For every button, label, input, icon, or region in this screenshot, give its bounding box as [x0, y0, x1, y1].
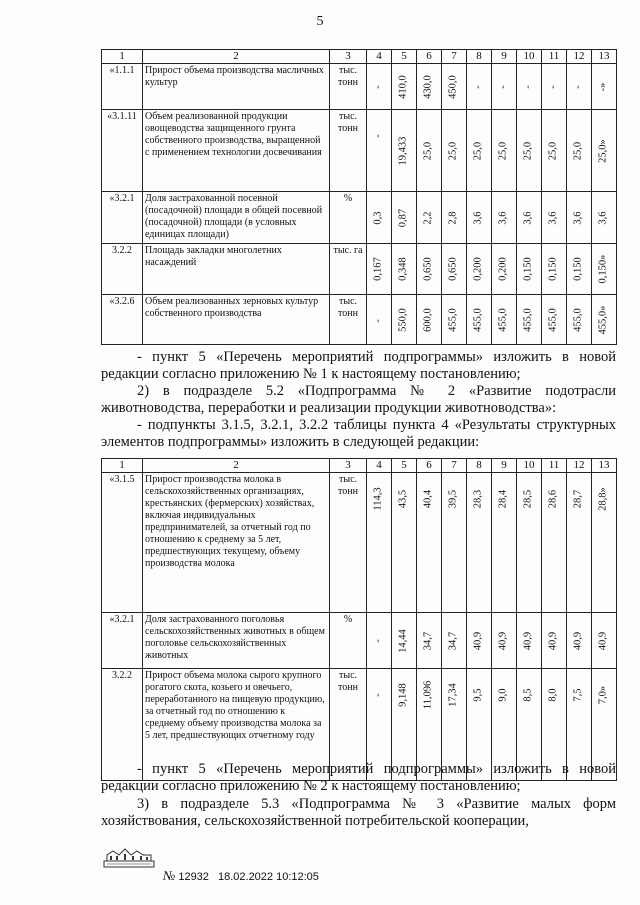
- value-cell: 455,0»: [592, 295, 617, 345]
- table-row: [102, 613, 617, 669]
- header-cell: 9: [492, 50, 517, 64]
- value-cell: 25,0: [442, 110, 467, 192]
- value-cell: 3,6: [467, 192, 492, 244]
- indicator-name: Прирост объема производства масличных культур: [143, 64, 330, 110]
- value-cell: 0,150: [542, 244, 567, 295]
- value-cell: 3,6: [542, 192, 567, 244]
- value-cell: 9,148: [392, 669, 417, 781]
- unit-cell: %: [330, 192, 367, 244]
- value-cell: 40,4: [417, 473, 442, 613]
- value-cell: 0,200: [467, 244, 492, 295]
- header-cell: 5: [392, 50, 417, 64]
- header-cell: 1: [102, 459, 143, 473]
- value-cell: 9,0: [492, 669, 517, 781]
- value-cell: 7,0»: [592, 669, 617, 781]
- table-header-row: [102, 459, 617, 473]
- header-cell: 4: [367, 50, 392, 64]
- value-cell: 0,200: [492, 244, 517, 295]
- value-cell: 25,0: [467, 110, 492, 192]
- value-cell: 455,0: [492, 295, 517, 345]
- value-cell: 455,0: [467, 295, 492, 345]
- value-cell: 28,7: [567, 473, 592, 613]
- registry-stamp: [163, 868, 319, 884]
- value-cell: 40,9: [592, 613, 617, 669]
- header-cell: 10: [517, 50, 542, 64]
- value-cell: 114,3: [367, 473, 392, 613]
- paragraph-5: 3) в подразделе 5.3 «Подпрограмма № 3 «Развитие малых форм хозяйствования, сельскохозяйственной потребительской кооперации,: [101, 796, 616, 829]
- value-cell: 0,150: [517, 244, 542, 295]
- value-cell: 0,348: [392, 244, 417, 295]
- value-cell: 25,0: [417, 110, 442, 192]
- value-cell: 410,0: [392, 64, 417, 110]
- value-cell: -: [517, 64, 542, 110]
- unit-cell: тыс. тонн: [330, 473, 367, 613]
- value-cell: 455,0: [567, 295, 592, 345]
- value-cell: 0,650: [417, 244, 442, 295]
- value-cell: 40,9: [542, 613, 567, 669]
- value-cell: 2,2: [417, 192, 442, 244]
- header-cell: 9: [492, 459, 517, 473]
- header-cell: 13: [592, 459, 617, 473]
- value-cell: 28,8»: [592, 473, 617, 613]
- indicator-name: Прирост объема молока сырого крупного рогатого скота, козьего и овечьего, переработанного на пищевую продукцию, за отчетный год по отношению к среднему объему производства молока за 5 лет, предшествующих отчетному году: [143, 669, 330, 781]
- value-cell: -: [367, 669, 392, 781]
- value-cell: -: [567, 64, 592, 110]
- row-number: «3.1.5: [102, 473, 143, 613]
- value-cell: -»: [592, 64, 617, 110]
- indicator-name: Прирост производства молока в сельскохозяйственных организациях, крестьянских (фермерских) хозяйствах, включая индивидуальных предпринимателей, за отчетный год по отношению к среднему за 5 лет, предшествующих текущему, объему производства молока: [143, 473, 330, 613]
- indicator-name: Объем реализованных зерновых культур собственного производства: [143, 295, 330, 345]
- header-cell: 7: [442, 50, 467, 64]
- header-cell: 3: [330, 459, 367, 473]
- value-cell: -: [542, 64, 567, 110]
- value-cell: -: [367, 64, 392, 110]
- value-cell: 19,433: [392, 110, 417, 192]
- indicators-table-1: [101, 49, 617, 345]
- indicator-name: Объем реализованной продукции овощеводства защищенного грунта собственного производства, выращенной с применением технологии досвечивания: [143, 110, 330, 192]
- unit-cell: тыс. тонн: [330, 295, 367, 345]
- value-cell: 25,0: [517, 110, 542, 192]
- unit-cell: тыс. га: [330, 244, 367, 295]
- header-cell: 10: [517, 459, 542, 473]
- row-number: «3.1.11: [102, 110, 143, 192]
- value-cell: 28,6: [542, 473, 567, 613]
- value-cell: 28,3: [467, 473, 492, 613]
- value-cell: 25,0: [542, 110, 567, 192]
- value-cell: 3,6: [492, 192, 517, 244]
- value-cell: 28,4: [492, 473, 517, 613]
- table-row: [102, 473, 617, 613]
- value-cell: 8,0: [542, 669, 567, 781]
- header-cell: 1: [102, 50, 143, 64]
- header-cell: 13: [592, 50, 617, 64]
- header-cell: 5: [392, 459, 417, 473]
- value-cell: 0,87: [392, 192, 417, 244]
- value-cell: -: [492, 64, 517, 110]
- value-cell: 455,0: [517, 295, 542, 345]
- value-cell: 34,7: [417, 613, 442, 669]
- value-cell: 40,9: [517, 613, 542, 669]
- unit-cell: тыс. тонн: [330, 669, 367, 781]
- unit-cell: %: [330, 613, 367, 669]
- table-row: [102, 110, 617, 192]
- header-cell: 8: [467, 50, 492, 64]
- value-cell: 3,6: [567, 192, 592, 244]
- value-cell: 39,5: [442, 473, 467, 613]
- value-cell: 450,0: [442, 64, 467, 110]
- header-cell: 2: [143, 50, 330, 64]
- indicator-name: Доля застрахованного поголовья сельскохозяйственных животных в общем поголовье сельскохозяйственных животных: [143, 613, 330, 669]
- value-cell: -: [367, 295, 392, 345]
- row-number: 3.2.2: [102, 244, 143, 295]
- row-number: 3.2.2: [102, 669, 143, 781]
- value-cell: 40,9: [492, 613, 517, 669]
- paragraph-3: - подпункты 3.1.5, 3.2.1, 3.2.2 таблицы пункта 4 «Результаты структурных элементов подпрограммы» изложить в следующей редакции:: [101, 417, 616, 450]
- value-cell: 7,5: [567, 669, 592, 781]
- header-cell: 4: [367, 459, 392, 473]
- header-cell: 3: [330, 50, 367, 64]
- value-cell: 600,0: [417, 295, 442, 345]
- value-cell: 8,5: [517, 669, 542, 781]
- value-cell: 34,7: [442, 613, 467, 669]
- value-cell: 455,0: [442, 295, 467, 345]
- header-cell: 11: [542, 50, 567, 64]
- row-number: «3.2.6: [102, 295, 143, 345]
- paragraph-2: 2) в подразделе 5.2 «Подпрограмма № 2 «Развитие подотрасли животноводства, переработки и реализации продукции животноводства»:: [101, 383, 616, 416]
- unit-cell: тыс. тонн: [330, 110, 367, 192]
- doc-number-symbol: №: [163, 868, 176, 883]
- header-cell: 7: [442, 459, 467, 473]
- row-number: «3.2.1: [102, 192, 143, 244]
- timestamp: 18.02.2022 10:12:05: [217, 871, 319, 883]
- value-cell: 550,0: [392, 295, 417, 345]
- row-number: «3.2.1: [102, 613, 143, 669]
- indicators-table-2: [101, 458, 617, 781]
- header-cell: 2: [143, 459, 330, 473]
- header-cell: 12: [567, 459, 592, 473]
- value-cell: -: [467, 64, 492, 110]
- value-cell: 17,34: [442, 669, 467, 781]
- table-row: [102, 192, 617, 244]
- value-cell: 14,44: [392, 613, 417, 669]
- paragraph-1: - пункт 5 «Перечень мероприятий подпрограммы» изложить в новой редакции согласно приложению № 1 к настоящему постановлению;: [101, 349, 616, 382]
- header-cell: 6: [417, 459, 442, 473]
- value-cell: -: [367, 613, 392, 669]
- unit-cell: тыс. тонн: [330, 64, 367, 110]
- value-cell: 2,8: [442, 192, 467, 244]
- value-cell: 43,5: [392, 473, 417, 613]
- header-cell: 12: [567, 50, 592, 64]
- value-cell: 3,6: [592, 192, 617, 244]
- table-row: [102, 244, 617, 295]
- header-cell: 11: [542, 459, 567, 473]
- page-number: 5: [316, 14, 324, 29]
- value-cell: 11,096: [417, 669, 442, 781]
- paragraph-4: - пункт 5 «Перечень мероприятий подпрограммы» изложить в новой редакции согласно приложению № 2 к настоящему постановлению;: [101, 761, 616, 794]
- value-cell: 28,5: [517, 473, 542, 613]
- header-cell: 6: [417, 50, 442, 64]
- row-number: «1.1.1: [102, 64, 143, 110]
- value-cell: 0,150»: [592, 244, 617, 295]
- table-row: [102, 64, 617, 110]
- table-header-row: [102, 50, 617, 64]
- table-row: [102, 295, 617, 345]
- value-cell: 0,167: [367, 244, 392, 295]
- value-cell: 9,5: [467, 669, 492, 781]
- registry-stamp-icon: [103, 845, 155, 871]
- value-cell: -: [367, 110, 392, 192]
- header-cell: 8: [467, 459, 492, 473]
- indicator-name: Доля застрахованной посевной (посадочной) площади в общей посевной (посадочной) площади (в условных единицах площади): [143, 192, 330, 244]
- value-cell: 455,0: [542, 295, 567, 345]
- indicator-name: Площадь закладки многолетних насаждений: [143, 244, 330, 295]
- value-cell: 40,9: [467, 613, 492, 669]
- value-cell: 0,650: [442, 244, 467, 295]
- value-cell: 25,0»: [592, 110, 617, 192]
- value-cell: 25,0: [567, 110, 592, 192]
- value-cell: 25,0: [492, 110, 517, 192]
- doc-number: 12932: [178, 871, 209, 883]
- value-cell: 430,0: [417, 64, 442, 110]
- value-cell: 0,150: [567, 244, 592, 295]
- value-cell: 40,9: [567, 613, 592, 669]
- value-cell: 3,6: [517, 192, 542, 244]
- value-cell: 0,3: [367, 192, 392, 244]
